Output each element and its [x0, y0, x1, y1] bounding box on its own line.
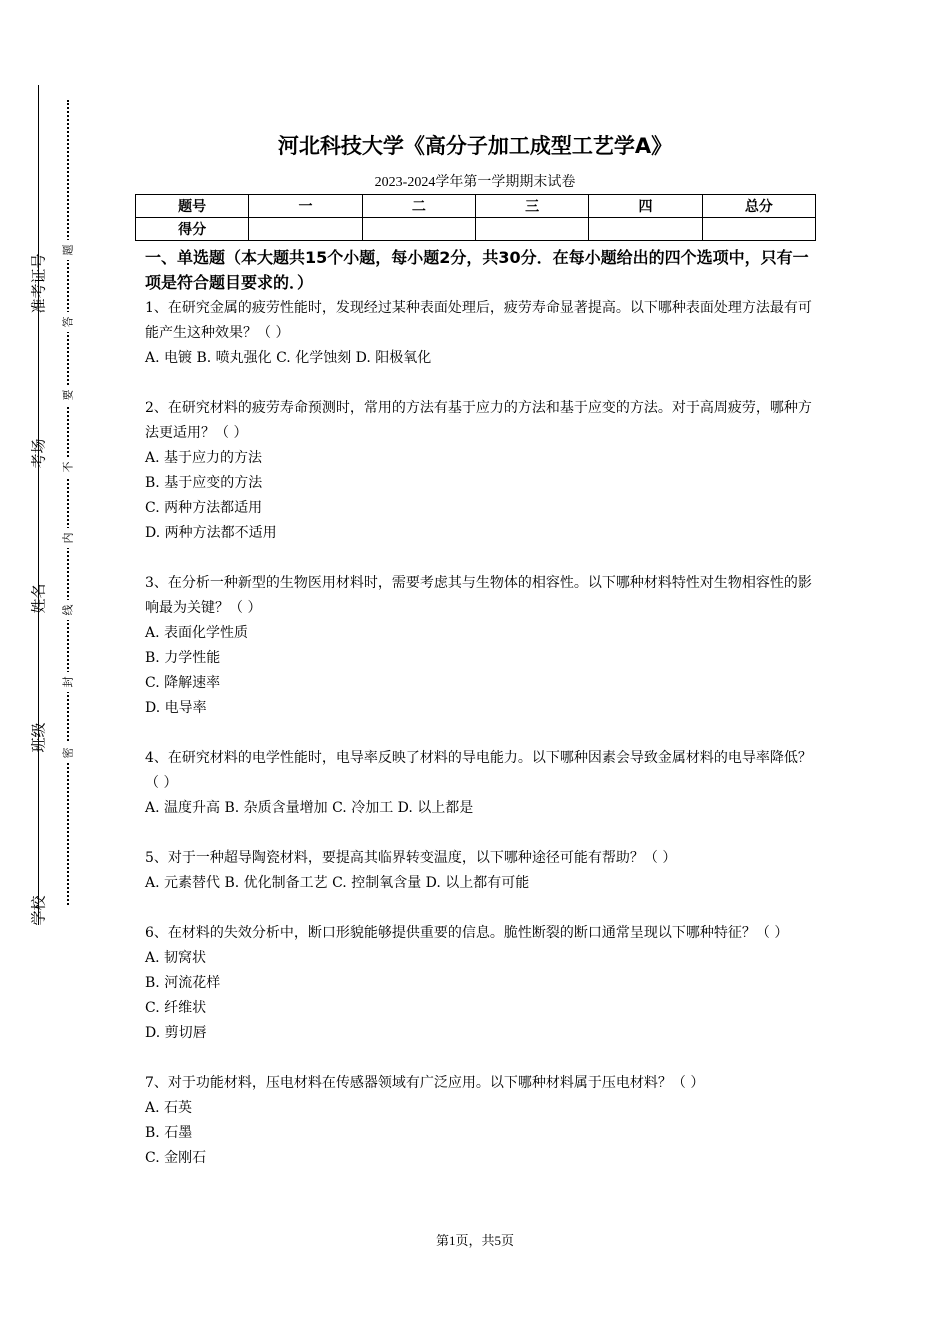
answer-option: B. 石墨	[145, 1125, 193, 1141]
answer-option: C. 降解速率	[145, 675, 221, 691]
answer-option: A. 表面化学性质	[145, 625, 249, 641]
question-6	[145, 921, 815, 1046]
answer-option: D. 电导率	[145, 700, 207, 716]
question-3	[145, 571, 815, 721]
question-7	[145, 1071, 815, 1171]
seal-char: 不	[57, 457, 77, 477]
answer-option: D. 两种方法都不适用	[145, 525, 277, 541]
question-text: 3、在分析一种新型的生物医用材料时，需要考虑其与生物体的相容性。以下哪种材料特性对生物相容性的影响最为关键？（ ）	[145, 575, 812, 616]
score-table-header-cell: 四	[589, 195, 702, 218]
exam-content	[145, 245, 815, 1196]
exam-subtitle: 2023-2024学年第一学期期末试卷	[374, 175, 576, 190]
answer-option: C. 两种方法都适用	[145, 500, 263, 516]
seal-char: 密	[57, 743, 77, 763]
question-list	[145, 296, 815, 1171]
question-text: 2、在研究材料的疲劳寿命预测时，常用的方法有基于应力的方法和基于应变的方法。对于高周疲劳，哪种方法更适用？（ ）	[145, 400, 812, 441]
seal-char: 封	[57, 672, 77, 692]
score-row-label: 得分	[136, 218, 249, 241]
score-cell	[702, 218, 815, 241]
question-text: 6、在材料的失效分析中，断口形貌能够提供重要的信息。脆性断裂的断口通常呈现以下哪种特征？（ ）	[145, 925, 789, 941]
score-table-header-cell: 一	[249, 195, 362, 218]
answer-option: B. 基于应变的方法	[145, 475, 263, 491]
seal-char: 内	[57, 528, 77, 548]
answer-option: A. 温度升高 B. 杂质含量增加 C. 冷加工 D. 以上都是	[145, 800, 474, 816]
question-2	[145, 396, 815, 546]
answer-option: D. 剪切唇	[145, 1025, 207, 1041]
admission-number-label: 准考证号	[29, 252, 48, 314]
seal-dotted-line	[67, 100, 69, 905]
seal-char: 题	[57, 240, 77, 260]
seal-char: 要	[57, 385, 77, 405]
score-table-header-cell: 题号	[136, 195, 249, 218]
score-cell	[249, 218, 362, 241]
answer-option: C. 金刚石	[145, 1150, 207, 1166]
name-label: 姓名	[29, 582, 48, 614]
score-table-score-row	[136, 218, 816, 241]
score-table-header-row	[136, 195, 816, 218]
question-text: 1、在研究金属的疲劳性能时，发现经过某种表面处理后，疲劳寿命显著提高。以下哪种表面处理方法最有可能产生这种效果？（ ）	[145, 300, 812, 341]
question-text: 5、对于一种超导陶瓷材料，要提高其临界转变温度，以下哪种途径可能有帮助？（ ）	[145, 850, 677, 866]
score-cell	[475, 218, 588, 241]
question-text: 7、对于功能材料，压电材料在传感器领域有广泛应用。以下哪种材料属于压电材料？（ ）	[145, 1075, 705, 1091]
answer-option: B. 河流花样	[145, 975, 221, 991]
answer-option: A. 石英	[145, 1100, 193, 1116]
score-table	[135, 194, 816, 241]
binding-line	[38, 85, 39, 925]
answer-option: A. 基于应力的方法	[145, 450, 263, 466]
school-label: 学校	[29, 894, 48, 926]
page-footer: 第1页，共5页	[435, 1233, 514, 1248]
section-heading: 一、单选题（本大题共15个小题，每小题2分，共30分．在每小题给出的四个选项中，只有一项是符合题目要求的．）	[145, 248, 809, 292]
exam-title: 河北科技大学《高分子加工成型工艺学A》	[277, 134, 673, 158]
answer-option: C. 纤维状	[145, 1000, 207, 1016]
score-cell	[589, 218, 702, 241]
answer-option: A. 电镀 B. 喷丸强化 C. 化学蚀刻 D. 阳极氧化	[145, 350, 432, 366]
seal-char: 线	[57, 600, 77, 620]
score-table-header-cell: 二	[362, 195, 475, 218]
score-cell	[362, 218, 475, 241]
score-table-header-cell: 三	[475, 195, 588, 218]
score-table-header-cell: 总分	[702, 195, 815, 218]
exam-room-label: 考场	[29, 437, 48, 469]
answer-option: B. 力学性能	[145, 650, 221, 666]
question-text: 4、在研究材料的电学性能时，电导率反映了材料的导电能力。以下哪种因素会导致金属材料的电导率降低？（ ）	[145, 750, 812, 791]
question-4	[145, 746, 815, 821]
seal-char: 答	[57, 312, 77, 332]
question-1	[145, 296, 815, 371]
question-5	[145, 846, 815, 896]
class-label: 班级	[29, 721, 48, 753]
answer-option: A. 元素替代 B. 优化制备工艺 C. 控制氧含量 D. 以上都有可能	[145, 875, 530, 891]
answer-option: A. 韧窝状	[145, 950, 207, 966]
